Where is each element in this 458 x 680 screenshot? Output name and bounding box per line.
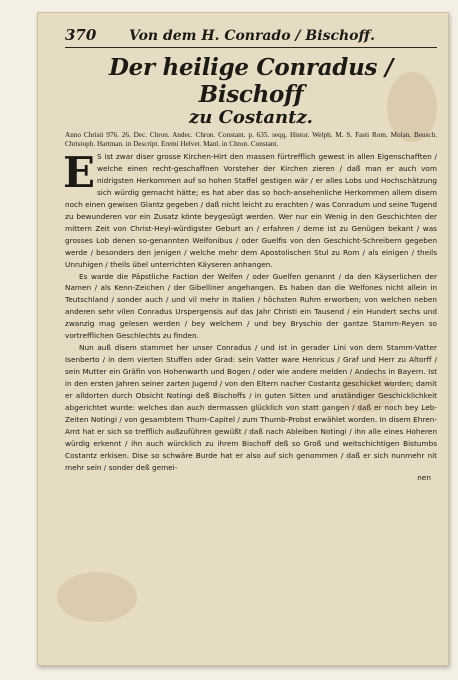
paper-stain xyxy=(57,572,137,622)
drop-cap: E xyxy=(63,148,96,197)
page-content xyxy=(65,26,437,482)
paragraph-text: S ist zwar diser grosse Kirchen-Hirt den massen fürtrefflich gewest in allen Eigenschafften / welche einen recht-geschaffnen Vorsteher der Kirchen zieren / daß man er auch vom nidrigsten Herkommen auf so hohen Staffel gestigen wär / er alles Lobs und Hochschätzung sich würdig gemacht hätte; es hat aber das so hoch-ansehenliche Herkommen allem disem noch einen gewisen Glantz gegeben / daß nicht leicht zu erachten / was Conradum und seine Tugend zu bewunderen vor ein Zusatz könte beygesügt werden. Wer nur ein Wenig in den Geschichten der mittern Zeit von Christ-Heyl-würdigster Geburt an / erfahren / deme ist zu Genügen bekant / was grosses Lob denen so-genannten Welfonibus / oder Guelfis von den Geschicht-Schreibern gegeben werde / besonders den jenigen / welche mehr dem Apostolischen Stul zu Rom / als einigen / theils Unruhigen / theils übel unterrichten Käyseren anhangen. xyxy=(65,152,437,269)
page-sheet xyxy=(37,12,449,666)
paragraph xyxy=(63,148,437,271)
page-number: 370 xyxy=(65,26,97,44)
catchword: nen xyxy=(417,472,431,482)
body-text xyxy=(63,148,437,474)
paragraph: Es warde die Päpstliche Faction der Welfen / oder Guelfen genannt / da den Käyserlichen der Namen / als Kenn-Zeichen / der Gibelliner angehangen. Es haben dan die Welfones nicht allein in Teutschland / sonder auch / und vil mehr in Italien / höchsten Ruhm erworben; von welchen neben anderen sehr vilen Conradus Urspergensis auf das Jahr Christi ein Tausend / ein Hundert sechs und zwanzig mag gelesen werden / bey welchem / und bey Bryschio der gantze Stamm-Reyen so vortrefflichen Geschlechts zu finden. xyxy=(65,271,437,341)
chapter-title: Der heilige Conradus / Bischoff xyxy=(109,54,393,108)
page-header xyxy=(65,26,437,48)
paragraph: Nun auß disem stammet her unser Conradus / und ist in gerader Lini von dem Stamm-Vatter Isenberto / in dem vierten Stuffen oder Grad: sein Vatter ware Henricus / Graf und Herr zu Altorff / sein Mutter ein Gräfin von Hohenwarth und Bogen / oder wie andere melden / Andechs in Bayern. Ist in den ersten Jahren seiner zarten Jugend / von den Eltern nacher Costantz geschicket worden; damit er alldorten durch Obsicht Notingi deß Bischoffs / in guten Sitten und anständiger Geschicklichkeit abgerichtet wurde: welches dan auch dermassen glücklich von statt gangen / daß er noch bey Leb-Zeiten Notingi / von gesambtem Thum-Capitel / zum Thumb-Probst erwählet worden. In disem Ehren-Amt hat er sich so trefflich außzuführen gewüßt / daß nach Ableiben Notingi / ihn alle eines Hoheren würdig erkennt / ihn auch würcklich zu ihrem Bischoff deß so Groß und weitschichtigen Bistumbs Costantz erkisen. Dise so schwäre Burde hat er also auf sich genommen / daß er sich nunmehr nit mehr sein / sonder deß gemei- xyxy=(65,343,437,472)
running-head: Von dem H. Conrado / Bischoff. xyxy=(129,28,375,44)
source-citations: Anno Christi 976. 26. Dec. Chron. Andec. Chron. Constant. p. 635. seqq. Histor. Welph. M. S. Fasti Rom. Molan. Beusch. Christoph. Hartman. in Descript. Eremi Helvet. Manl. in Chron. Constant. xyxy=(65,131,437,148)
chapter-subtitle: zu Costantz. xyxy=(189,107,313,128)
